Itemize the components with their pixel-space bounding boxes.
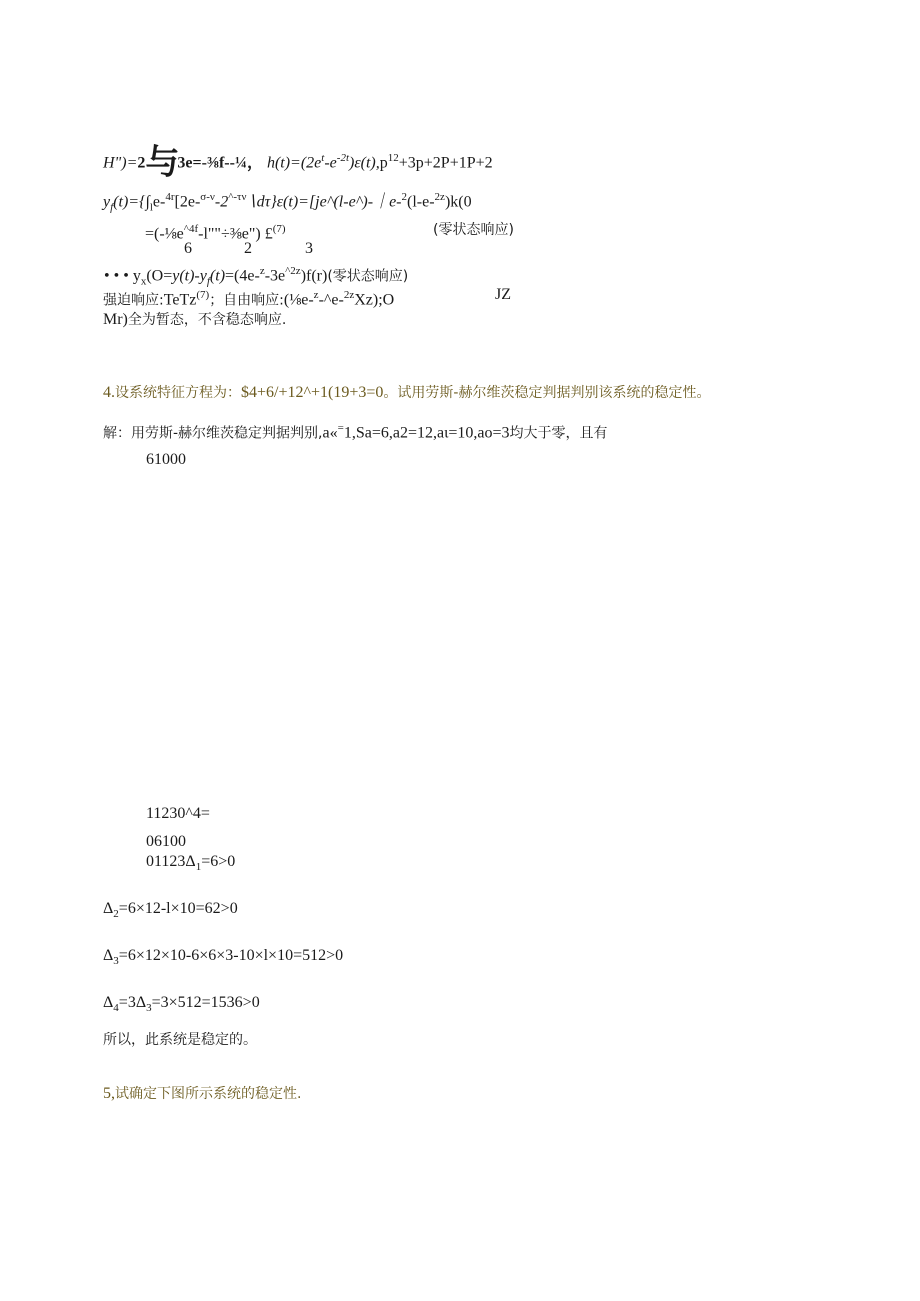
equation-line-2	[103, 187, 472, 218]
row4-part-b: =6>0	[201, 853, 236, 870]
eq5-sub-1: x	[140, 275, 147, 288]
solution-intro-sup: =	[337, 422, 344, 434]
eq1-part-h: +3p+2P+1P+2	[398, 154, 493, 172]
eq5-part-f: -3e	[264, 267, 286, 285]
equation-line-6	[103, 285, 394, 310]
delta-4-line	[103, 993, 260, 1018]
problem-4-solution-intro	[103, 418, 608, 443]
eq3-part-a: =(-⅛e	[145, 225, 184, 243]
free-response-label: ；自由响应:	[209, 292, 284, 309]
delta-2-line	[103, 899, 238, 924]
eq6-sup-3: 2z	[343, 289, 355, 301]
eq4-number-2: 2	[244, 240, 252, 257]
eq2-sup-1: 4r	[165, 191, 175, 203]
determinant-row-4	[146, 852, 235, 877]
eq6-part-d: (⅛e-	[283, 291, 314, 309]
eq6-sup-1: (7)	[196, 289, 210, 301]
eq3-note: (零状态响应)	[433, 222, 514, 238]
row4-sub: 1	[195, 861, 202, 874]
determinant-row-2: 11230^4=	[146, 805, 210, 822]
row4-part-a: 01123Δ	[146, 853, 196, 870]
eq2-part-g: (l-e-	[407, 193, 435, 211]
solution-intro-b: a«	[322, 424, 338, 442]
delta-4-sub: 4	[113, 1002, 119, 1015]
eq2-part-d: [2e-	[174, 193, 201, 211]
eq2-sup-2: σ-ν	[200, 191, 215, 203]
eq1-part-e: -e	[324, 154, 337, 172]
delta-2-value: =6×12-l×10=62>0	[118, 900, 238, 917]
problem-4-tail: 。试用劳斯-赫尔维茨稳定判据判别该系统的稳定性。	[383, 385, 711, 401]
eq3-sup-1: ^4f	[183, 223, 199, 235]
eq7-part-b: 全为暂态，不含稳态响应.	[127, 312, 287, 328]
eq3-part-b: -l""÷⅜e") £	[198, 225, 273, 243]
problem-5-number: 5,	[103, 1085, 115, 1102]
eq5-part-g: )f(r)	[300, 267, 328, 285]
eq5-part-e: =(4e-	[225, 267, 260, 285]
problem-4-number: 4.	[103, 384, 115, 401]
eq5-sub-2: f	[206, 275, 210, 288]
delta-4-value: =3×512=1536>0	[151, 994, 260, 1011]
eq5-part-b: (O=	[146, 267, 173, 285]
eq2-sub-2: l	[149, 201, 153, 214]
problem-4-conclusion: 所以，此系统是稳定的。	[103, 1032, 257, 1048]
problem-5-heading	[103, 1084, 301, 1104]
delta-2-symbol: Δ	[103, 900, 114, 917]
delta-4-part-b: =3Δ	[118, 994, 147, 1011]
problem-5-text: 试确定下图所示系统的稳定性.	[115, 1086, 302, 1102]
eq1-part-g: p	[379, 154, 388, 172]
delta-4-sub-2: 3	[146, 1002, 152, 1015]
eq1-part-d: h(t)=(2e	[266, 154, 322, 172]
determinant-row-3: 06100	[146, 833, 186, 850]
eq1-part-f: )ε(t),	[349, 154, 380, 172]
delta-4-symbol: Δ	[103, 994, 114, 1011]
eq5-sup-1: z	[259, 265, 265, 277]
eq2-part-f: ∖dτ}ε(t)=[je^(l-e^)-｜e-	[246, 193, 402, 211]
eq1-part-c: 3e=-⅜f--¼，	[177, 154, 263, 172]
equation-line-7	[103, 310, 286, 330]
eq1-sup-1: t	[321, 152, 325, 164]
eq5-note: (零状态响应)	[327, 268, 409, 285]
equation-line-1	[103, 144, 493, 182]
eq5-part-a: y	[132, 267, 141, 285]
eq5-part-c: y(t)-y	[172, 267, 207, 285]
eq2-part-e: -2	[214, 193, 229, 211]
eq2-sub-1: f	[110, 201, 114, 214]
eq2-part-c: e-	[152, 193, 166, 211]
eq1-glyph: 与	[145, 144, 178, 182]
eq2-part-h: )k(0	[444, 193, 472, 211]
eq6-part-g: JZ	[495, 286, 511, 303]
delta-2-sub: 2	[113, 908, 119, 921]
delta-3-symbol: Δ	[103, 947, 114, 964]
eq1-sup-2: -2t	[336, 152, 350, 164]
equation-line-3	[145, 219, 286, 244]
eq4-number-1: 6	[184, 240, 192, 257]
eq2-part-a: y	[103, 193, 111, 211]
eq5-sup-2: ^2z	[285, 265, 301, 277]
eq4-number-3: 3	[305, 240, 313, 257]
eq2-sup-4: 2	[401, 191, 408, 203]
eq6-part-e: -^e-	[318, 291, 344, 309]
problem-4-heading	[103, 383, 710, 403]
eq1-part-b: 2	[137, 154, 146, 172]
eq1-sup-3: 12	[387, 152, 399, 164]
eq2-part-b: (t)={∫	[113, 193, 150, 211]
eq2-sup-3: ^-τν	[228, 191, 247, 203]
forced-response-label: 强迫响应:	[103, 292, 164, 309]
eq5-part-d: (t)	[209, 267, 226, 285]
eq6-sup-2: z	[313, 289, 319, 301]
solution-intro-c: 1,Sa=6,a2=12,aι=10,ao=3	[343, 424, 510, 442]
eq6-part-b: TeTz	[163, 291, 197, 309]
eq2-sup-5: 2z	[434, 191, 445, 203]
delta-3-sub: 3	[113, 955, 119, 968]
eq5-dots: • • •	[104, 267, 129, 285]
solution-intro-d: 均大于零，且有	[509, 425, 608, 442]
determinant-row-1: 61000	[146, 451, 186, 468]
delta-3-line	[103, 946, 343, 971]
problem-4-equation: $4+6/+12^+1(19+3=0	[241, 384, 384, 401]
eq6-part-f: Xz);O	[354, 291, 395, 309]
delta-3-value: =6×12×10-6×6×3-10×l×10=512>0	[118, 947, 344, 964]
solution-intro-a: 解：用劳斯-赫尔维茨稳定判据判别,	[103, 425, 323, 442]
eq1-part-a: H")=	[103, 154, 138, 172]
eq3-sup-2: (7)	[272, 223, 286, 235]
eq7-part-a: Mr)	[103, 311, 128, 328]
problem-4-text: 设系统特征方程为：	[115, 385, 241, 401]
